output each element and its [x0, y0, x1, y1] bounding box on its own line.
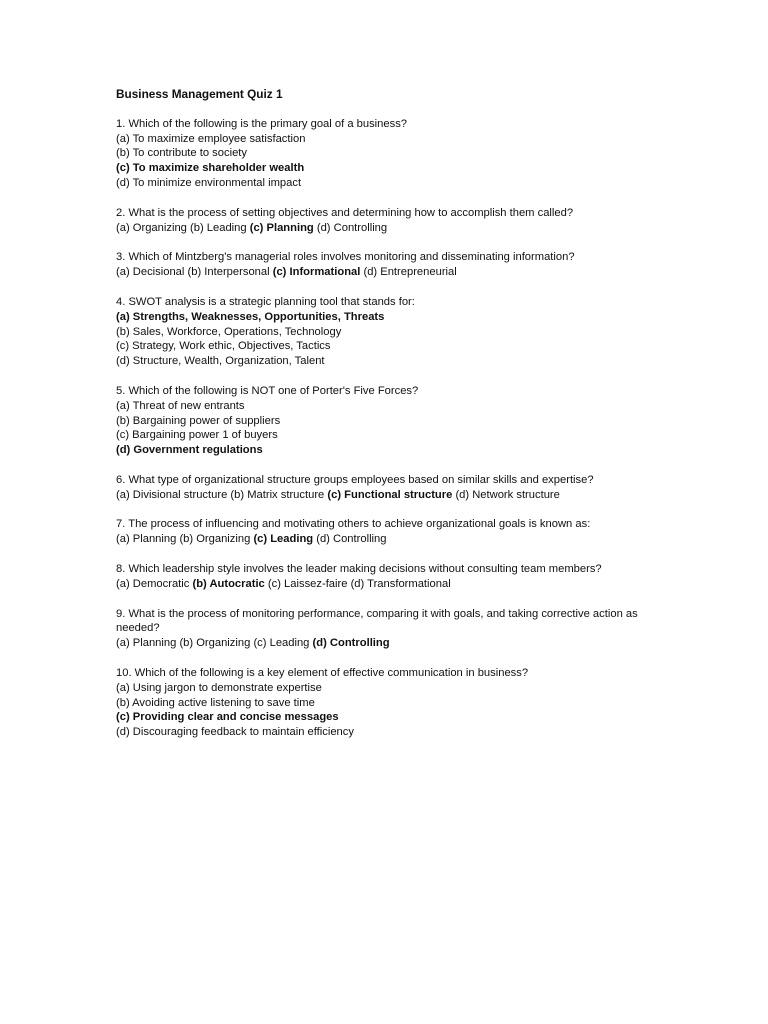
answer-option: (d) Controlling — [316, 221, 388, 234]
answer-option: (b) Sales, Workforce, Operations, Technology — [116, 325, 342, 338]
answer-option: (b) Avoiding active listening to save time — [116, 696, 315, 709]
question-block — [116, 250, 676, 280]
answer-option: (a) Planning — [116, 533, 177, 546]
answer-option: (c) Strategy, Work ethic, Objectives, Tactics — [116, 340, 331, 353]
question-block — [116, 562, 676, 592]
answer-option: (d) To minimize environmental impact — [116, 177, 302, 190]
document-body — [116, 87, 676, 755]
question-prompt: 10. Which of the following is a key element of effective communication in business? — [116, 666, 529, 679]
question-block — [116, 517, 676, 547]
answer-option: (c) Bargaining power 1 of buyers — [116, 429, 278, 442]
answer-option: (c) Leading — [253, 637, 310, 650]
answer-option: (a) Democratic — [116, 577, 190, 590]
answer-option: (d) Transformational — [350, 577, 451, 590]
question-block — [116, 206, 676, 236]
answer-row — [116, 265, 676, 280]
answer-option-correct: (c) Informational — [272, 266, 361, 279]
answer-option: (a) To maximize employee satisfaction — [116, 132, 306, 145]
question-prompt: 5. Which of the following is NOT one of Porter's Five Forces? — [116, 384, 419, 397]
question-prompt: 8. Which leadership style involves the leader making decisions without consulting team members? — [116, 563, 602, 575]
question-list — [116, 117, 676, 740]
answer-option: (b) Interpersonal — [187, 266, 270, 279]
answer-option-correct: (d) Controlling — [312, 637, 390, 650]
answer-option-correct: (b) Autocratic — [192, 577, 265, 590]
answer-option: (b) Leading — [190, 221, 247, 234]
answer-option-correct: (d) Government regulations — [116, 444, 263, 457]
answer-option: (b) Organizing — [179, 637, 251, 650]
question-block — [116, 384, 676, 458]
answer-option: (b) To contribute to society — [116, 147, 247, 160]
question-prompt: 2. What is the process of setting objectives and determining how to accomplish them called? — [116, 206, 574, 219]
answer-option: (d) Network structure — [455, 488, 560, 501]
answer-row — [116, 221, 676, 236]
answer-row — [116, 488, 676, 503]
answer-option: (a) Organizing — [116, 221, 187, 234]
answer-option-correct: (c) Functional structure — [327, 488, 453, 501]
answer-row — [116, 532, 676, 547]
answer-option: (a) Threat of new entrants — [116, 399, 245, 412]
answer-option: (d) Controlling — [316, 533, 387, 546]
question-prompt: 4. SWOT analysis is a strategic planning tool that stands for: — [116, 295, 415, 308]
question-block — [116, 607, 676, 652]
answer-option: (a) Planning — [116, 637, 177, 650]
answer-option-correct: (c) Leading — [253, 533, 314, 546]
answer-option-correct: (c) To maximize shareholder wealth — [116, 162, 305, 175]
answer-row — [116, 577, 676, 592]
answer-option: (b) Matrix structure — [230, 488, 325, 501]
answer-option-correct: (a) Strengths, Weaknesses, Opportunities, Threats — [116, 310, 385, 323]
question-prompt: 6. What type of organizational structure groups employees based on similar skills and expertise? — [116, 473, 594, 486]
question-block — [116, 666, 676, 740]
document-title: Business Management Quiz 1 — [116, 87, 283, 101]
answer-option-correct: (c) Planning — [249, 221, 314, 234]
question-block — [116, 473, 676, 503]
answer-option: (d) Structure, Wealth, Organization, Talent — [116, 355, 325, 368]
question-prompt: 7. The process of influencing and motivating others to achieve organizational goals is known as: — [116, 518, 591, 531]
answer-option: (a) Decisional — [116, 266, 185, 279]
question-block — [116, 117, 676, 191]
answer-option: (b) Organizing — [179, 533, 251, 546]
answer-option: (a) Using jargon to demonstrate expertise — [116, 681, 322, 694]
question-block — [116, 295, 676, 369]
answer-option: (b) Bargaining power of suppliers — [116, 414, 281, 427]
question-prompt: 3. Which of Mintzberg's managerial roles involves monitoring and disseminating information? — [116, 251, 575, 264]
question-prompt: 9. What is the process of monitoring performance, comparing it with goals, and taking corrective action as needed? — [116, 607, 638, 635]
answer-option: (c) Laissez-faire — [267, 577, 348, 590]
answer-option-correct: (c) Providing clear and concise messages — [116, 711, 339, 724]
answer-option: (d) Entrepreneurial — [363, 266, 457, 279]
answer-option: (a) Divisional structure — [116, 488, 228, 501]
answer-row — [116, 636, 676, 651]
answer-option: (d) Discouraging feedback to maintain efficiency — [116, 726, 354, 739]
question-prompt: 1. Which of the following is the primary goal of a business? — [116, 117, 408, 130]
